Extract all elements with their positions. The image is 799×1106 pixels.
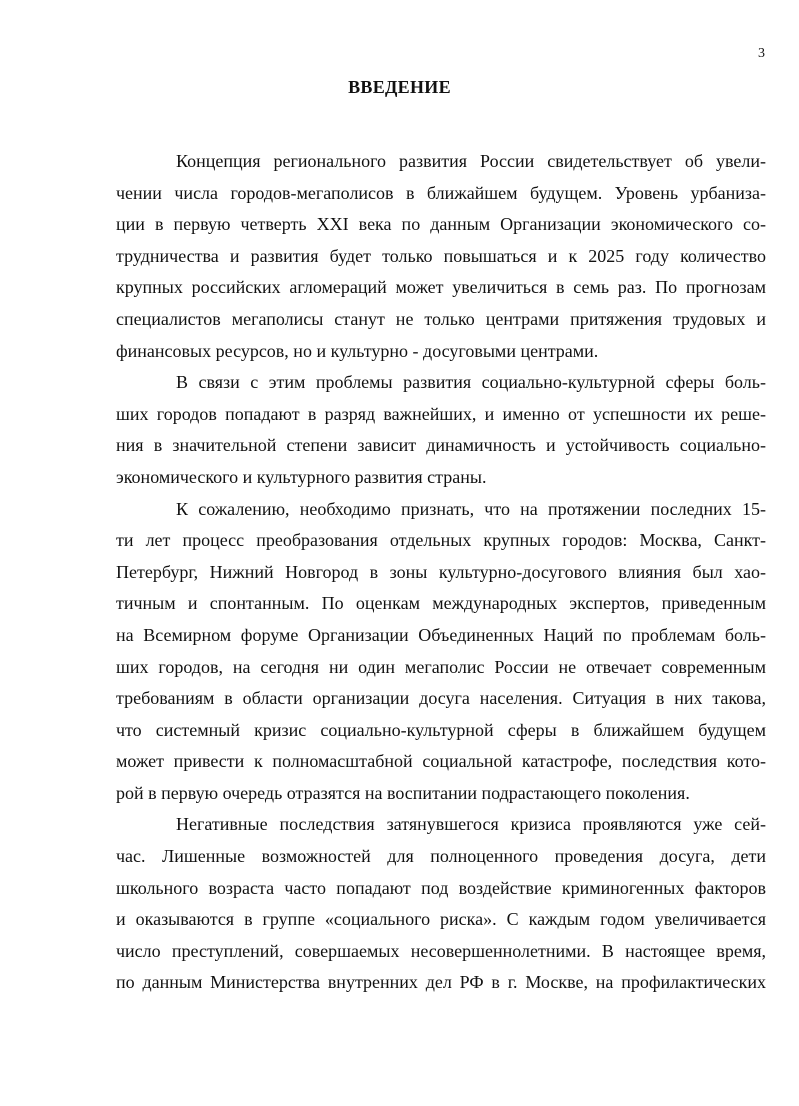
text-line: Концепция регионального развития России свидетельствует об увели- — [176, 151, 766, 171]
page-number: 3 — [758, 46, 765, 61]
text-line: трудничества и развития будет только повышаться и к 2025 году количество — [116, 245, 766, 266]
text-line: экономического и культурного развития страны. — [116, 466, 487, 487]
paragraph — [116, 494, 766, 810]
text-line: ции в первую четверть XXI века по данным Организации экономического со- — [116, 214, 766, 235]
paragraph — [116, 809, 766, 999]
text-line: Петербург, Нижний Новгород в зоны культурно-досугового влияния был хао- — [116, 561, 766, 582]
text-line: ти лет процесс преобразования отдельных крупных городов: Москва, Санкт- — [116, 530, 766, 551]
text-line: число преступлений, совершаемых несовершеннолетними. В настоящее время, — [116, 940, 766, 961]
text-line: чении числа городов-мегаполисов в ближайшем будущем. Уровень урбаниза- — [116, 182, 766, 203]
paragraph — [116, 146, 766, 367]
text-line: требованиям в области организации досуга населения. Ситуация в них такова, — [116, 688, 766, 709]
text-line: по данным Министерства внутренних дел РФ в г. Москве, на профилактических — [116, 972, 766, 993]
text-line: что системный кризис социально-культурной сферы в ближайшем будущем — [116, 719, 766, 740]
text-line: школьного возраста часто попадают под воздействие криминогенных факторов — [116, 877, 766, 898]
text-line: финансовых ресурсов, но и культурно - досуговыми центрами. — [116, 340, 599, 361]
section-title: ВВЕДЕНИЕ — [348, 77, 451, 97]
text-line: К сожалению, необходимо признать, что на протяжении последних 15- — [176, 498, 766, 519]
text-line: крупных российских агломераций может увеличиться в семь раз. По прогнозам — [116, 277, 766, 298]
text-line: ших городов попадают в разряд важнейших, и именно от успешности их реше- — [116, 403, 766, 424]
text-line: тичным и спонтанным. По оценкам международных экспертов, приведенным — [116, 593, 766, 614]
text-line: на Всемирном форуме Организации Объединенных Наций по проблемам боль- — [116, 624, 766, 645]
text-line: ших городов, на сегодня ни один мегаполис России не отвечает современным — [116, 656, 766, 677]
paragraph — [116, 367, 766, 493]
text-line: может привести к полномасштабной социальной катастрофе, последствия кото- — [116, 751, 766, 772]
document-body — [116, 146, 766, 999]
text-line: специалистов мегаполисы станут не только центрами притяжения трудовых и — [116, 308, 766, 329]
text-line: ния в значительной степени зависит динамичность и устойчивость социально- — [116, 435, 766, 456]
text-line: час. Лишенные возможностей для полноценного проведения досуга, дети — [116, 846, 766, 867]
text-line: рой в первую очередь отразятся на воспитании подрастающего поколения. — [116, 782, 690, 803]
text-line: Негативные последствия затянувшегося кризиса проявляются уже сей- — [176, 814, 766, 835]
text-line: и оказываются в группе «социального риска». С каждым годом увеличивается — [116, 909, 766, 930]
text-line: В связи с этим проблемы развития социально-культурной сферы боль- — [176, 372, 766, 393]
